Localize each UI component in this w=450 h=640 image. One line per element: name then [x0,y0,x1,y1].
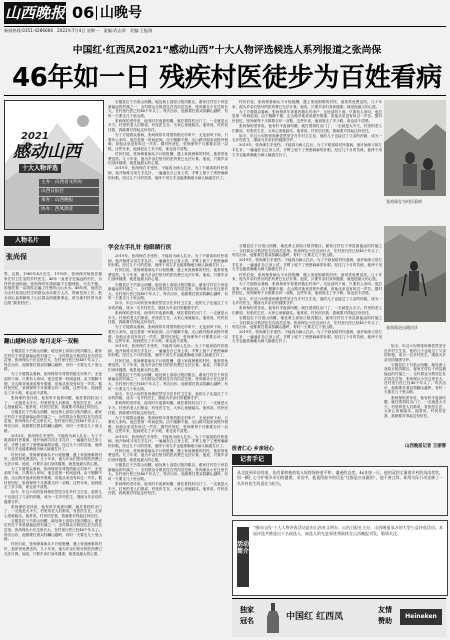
organizer-line: 协办：西凤酒业 [39,206,99,214]
paragraph: 张尚保的老伴说，他有时半夜被叫醒，就拄着拐杖出门了，一走就是大半天。村里的老人们都说，有张医生在，大家心里就踏实。他常说，村民信任我，我就要对得起这份信任。 [232,306,382,315]
paragraph: 张尚保的老伴说，他有时半夜被叫醒，就拄着拐杖出门了，一走就是大半天。村里的老人们都说，有张医生在，大家心里就踏实。他常说，村民信任我，我就要对得起这份信任。 [4,504,102,518]
photo-mountain-walk [384,226,446,322]
organizer-line: 主办：山西省文明办 [39,179,99,187]
paragraph: 石楼县位于吕梁山西麓，地处黄土高原丘陵沟壑区。翟家庄村位于该县最偏远的村落之一，全村群众分散居住在沟沟岔岔里。张尚保从小在这里长大，在村里行医已经46个年头了。每次出诊，他都要拄着双拐翻山越岭，有时一天要走几十里山路。 [108,372,228,391]
paragraph: 石楼县位于吕梁山西麓，地处黄土高原丘陵沟壑区。翟家庄村位于该县最偏远的村落之一，全村群众分散居住在沟沟岔岔里。张尚保从小在这里长大，在村里行医已经46个年头了。每次出诊，他都要拄着双拐翻山越岭，有时一天要走几十里山路。 [108,463,228,481]
paragraph: 村民们说，张尚保看病从不计较报酬，遇上家庭困难的村民，他常常免费送药。几十年来，他为乡亲们垫付的医药费已无法计算。他说，只要乡亲们身体健康，就是他最大的心愿。 [108,448,228,463]
paragraph: 如今，年过六旬的张尚保依然坚守在乡村卫生室，他的儿子也接过了父亲的药箱，成为一名乡村医生，继续为乡亲们的健康守护。 [108,391,228,401]
paragraph: 为了方便群众看病，张尚保常年背着药箱走村串户，无论刮风下雨，只要有人来叫，他总是第一时间赶到。由于腿脚不便，走山路对他来说格外艰难，但他从来没有叫过一声苦。据村民回忆，张尚保每个月都要走坏一双鞋，这些年来，他到底走了多少路，谁也说不清楚。 [4,372,102,395]
brand-name: 中国红 红西凤 [286,612,344,622]
label-text: 冠名 [240,617,254,625]
paragraph: 为了方便群众看病，张尚保常年背着药箱走村串户，无论刮风下雨，只要有人来叫，他总是第一时间赶到。由于腿脚不便，走山路对他来说格外艰难，但他从来没有叫过一声苦。据村民回忆，张尚保每个月都要走坏一双鞋，这些年来，他到底走了多少路，谁也说不清楚。 [108,325,228,344]
sponsor-label-right [374,605,396,627]
paragraph: 石楼县位于吕梁山西麓，地处黄土高原丘陵沟壑区。翟家庄村位于该县最偏远的村落之一，全村群众分散居住在沟沟岔岔里。张尚保从小在这里长大，在村里行医已经46个年头了。每次出诊，他都要拄着双拐翻山越岭，有时一天要走几十里山路。 [4,349,102,372]
paragraph: 村民们说，张尚保看病从不计较报酬，遇上家庭困难的村民，他常常免费送药。几十年来，他为乡亲们垫付的医药费已无法计算。他说，只要乡亲们身体健康，就是他最大的心愿。 [232,100,382,109]
paragraph: 村民们说，张尚保看病从不计较报酬，遇上家庭困难的村民，他常常免费送药。几十年来，他为乡亲们垫付的医药费已无法计算。他说，只要乡亲们身体健康，就是他最大的心愿。 [4,542,102,556]
paragraph: 村民们说，张尚保看病从不计较报酬，遇上家庭困难的村民，他常常免费送药。几十年来，他为乡亲们垫付的医药费已无法计算。他说，只要乡亲们身体健康，就是他最大的心愿。 [108,358,228,372]
label-text: 独家 [240,606,254,614]
paragraph: 村民们说，张尚保看病从不计较报酬，遇上家庭困难的村民，他常常免费送药。几十年来，他为乡亲们垫付的医药费已无法计算。他说，只要乡亲们身体健康，就是他最大的心愿。 [108,268,228,282]
body-col2-lower [108,254,228,628]
paragraph: 2019年，张尚保右手受伤，不能再为病人扎针。为了不耽误给村民看病，他开始练习用左手扎针，一遍遍在自己身上试，手臂上留下了密密麻麻的针眼。经过几个月的苦练，他终于用左手也能准确地为病人输液打针了。 [108,254,228,268]
organizer-line: 承办：山西晚报 [39,197,99,205]
body-col4 [384,344,446,440]
badge-year: 2021 [21,131,49,142]
promo-tag: 活动简介 [237,527,249,587]
paragraph: 石楼县位于吕梁山西麓，地处黄土高原丘陵沟壑区。翟家庄村位于该县最偏远的村落之一，全村群众分散居住在沟沟岔岔里。张尚保从小在这里长大，在村里行医已经46个年头了。每次出诊，他都要拄着双拐翻山越岭，有时一天要走几十里山路。 [4,410,102,433]
body-col3 [232,100,382,240]
paragraph: 石楼县位于吕梁山西麓，地处黄土高原丘陵沟壑区。翟家庄村位于该县最偏远的村落之一，全村群众分散居住在沟沟岔岔里。张尚保从小在这里长大，在村里行医已经46个年头了。每次出诊，他都要拄着双拐翻山越岭，有时一天要走几十里山路。 [108,100,228,118]
badge-title: 感动山西 [13,142,81,162]
paragraph: 为了方便群众看病，张尚保常年背着药箱走村串户，无论刮风下雨，只要有人来叫，他总是第一时间赶到。由于腿脚不便，走山路对他来说格外艰难，但他从来没有叫过一声苦。据村民回忆，张尚保每个月都要走坏一双鞋，这些年来，他到底走了多少路，谁也说不清楚。 [232,109,382,123]
paragraph: 为了方便群众看病，张尚保常年背着药箱走村串户，无论刮风下雨，只要有人来叫，他总是第一时间赶到。由于腿脚不便，走山路对他来说格外艰难，但他从来没有叫过一声苦。据村民回忆，张尚保每个月都要走坏一双鞋，这些年来，他到底走了多少路，谁也说不清楚。 [108,415,228,434]
paragraph: 张尚保的老伴说，他有时半夜被叫醒，就拄着拐杖出门了，一走就是大半天。村里的老人们都说，有张医生在，大家心里就踏实。他常说，村民信任我，我就要对得起这份信任。 [108,401,228,415]
paragraph: 张尚保的老伴说，他有时半夜被叫醒，就拄着拐杖出门了，一走就是大半天。村里的老人们都说，有张医生在，大家心里就踏实。他常说，村民信任我，我就要对得起这份信任。 [108,311,228,325]
headline-rule [4,95,446,96]
section1-title: 翻山越岭出诊 每月走坏一双鞋 [4,339,79,345]
paragraph: 2019年，张尚保右手受伤，不能再为病人扎针。为了不耽误给村民看病，他开始练习用左手扎针，一遍遍在自己身上试，手臂上留下了密密麻麻的针眼。经过几个月的苦练，他终于用左手也能准确地为病人输液打针了。 [108,166,228,180]
photo-caption-2: 张尚保走山路出诊 [386,325,418,330]
paragraph: 张尚保的老伴说，他有时半夜被叫醒，就拄着拐杖出门了，一走就是大半天。村里的老人们都说，有张医生在，大家心里就踏实。他常说，村民信任我，我就要对得起这份信任。 [4,395,102,410]
promo-text: “感动山西”十大人物评选活动是由山西省文明办、山西日报社主办，山西晚报承办的大型公益评选活动。本届评选共推选出十名候选人，候选人的先进事迹将陆续在山西晚报刊发，敬请关注。 [253,525,443,536]
paragraph: 如今，年过六旬的张尚保依然坚守在乡村卫生室，他的儿子也接过了父亲的药箱，成为一名乡村医生，继续为乡亲们的健康守护。 [108,301,228,311]
paragraph: 石楼县位于吕梁山西麓，地处黄土高原丘陵沟壑区。翟家庄村位于该县最偏远的村落之一，全村群众分散居住在沟沟岔岔里。张尚保从小在这里长大，在村里行医已经46个年头了。每次出诊，他都要拄着双拐翻山越岭，有时一天要走几十里山路。 [232,244,382,258]
paragraph: 2019年，张尚保右手受伤，不能再为病人扎针。为了不耽误给村民看病，他开始练习用左手扎针，一遍遍在自己身上试，手臂上留下了密密麻麻的针眼。经过几个月的苦练，他终于用左手也能准确地为病人输液打针了。 [232,258,382,272]
label-text: 赞助 [378,617,392,625]
paragraph: 2019年，张尚保右手受伤，不能再为病人扎针。为了不耽误给村民看病，他开始练习用左手扎针，一遍遍在自己身上试，手臂上留下了密密麻麻的针眼。经过几个月的苦练，他终于用左手也能准确地为病人输液打针了。 [108,434,228,448]
paragraph: 为了方便群众看病，张尚保常年背着药箱走村串户，无论刮风下雨，只要有人来叫，他总是第一时间赶到。由于腿脚不便，走山路对他来说格外艰难，但他从来没有叫过一声苦。据村民回忆，张尚保每个月都要走坏一双鞋，这些年来，他到底走了多少路，谁也说不清楚。 [108,133,228,151]
badge-organizers [39,179,99,214]
bottle-icon [264,603,282,633]
paragraph: 张尚保的老伴说，他有时半夜被叫醒，就拄着拐杖出门了，一走就是大半天。村里的老人们都说，有张医生在，大家心里就踏实。他常说，村民信任我，我就要对得起这份信任。 [232,123,382,133]
headline-main: 46年如一日 残疾村医徒步为百姓看病 [12,63,442,93]
section-name: 山晚号 [100,5,142,21]
designer: 美编:王振翔 [129,28,153,33]
page-number: 06 [72,3,95,22]
newspaper-logo: 山西晚报 [4,4,65,22]
profile-label: 人物名片 [4,236,50,246]
paragraph: 村民们说，张尚保看病从不计较报酬，遇上家庭困难的村民，他常常免费送药。几十年来，他为乡亲们垫付的医药费已无法计算。他说，只要乡亲们身体健康，就是他最大的心愿。 [108,152,228,166]
sponsor-label-left [236,605,258,627]
body-col1 [4,349,102,627]
badge-subtitle: 十大人物评选 [19,164,61,173]
person-name: 张尚保 [6,252,27,261]
hotline: 新闻热线:0351-4286666 [4,28,53,33]
byline: 山西晚报记者 王丽蓉 [404,444,446,449]
paragraph: 张尚保的老伴说，他有时半夜被叫醒，就拄着拐杖出门了，一走就是大半天。村里的老人们都说，有张医生在，大家心里就踏实。他常说，村民信任我，我就要对得起这份信任。 [384,395,446,418]
paragraph: 如今，年过六旬的张尚保依然坚守在乡村卫生室，他的儿子也接过了父亲的药箱，成为一名乡村医生，继续为乡亲们的健康守护。 [232,133,382,143]
body-col3-lower [232,244,382,442]
heineken-logo: Heineken [400,609,442,625]
label-text: 友情 [378,606,392,614]
person-bio: 男，汉族，1960年4月出生，1976年，张尚保开始担任翟家庄村卫生室的乡村医生，46年一直坚守在偏远的村庄，为村民诊治疾病。张尚保幼年患病落下左腿残疾，行走不便，但他凭着一双拐杖走遍了村里的山山水水。46年间，他先后为全村及周边村庄的群众出诊数万人次，带病坚持工作，把全部心血奉献给了山区群众的健康事业，被当地村民誉为身边的“最美村医”。 [4,272,102,305]
page-header [0,0,450,36]
reporter-notes-box [232,466,448,516]
paragraph: 张尚保的老伴说，他有时半夜被叫醒，就拄着拐杖出门了，一走就是大半天。村里的老人们都说，有张医生在，大家心里就踏实。他常说，村民信任我，我就要对得起这份信任。 [108,482,228,496]
photo-caption-1: 张尚保在为村民看病 [386,199,422,204]
paragraph: 张尚保的老伴说，他有时半夜被叫醒，就拄着拐杖出门了，一走就是大半天。村里的老人们都说，有张医生在，大家心里就踏实。他常说，村民信任我，我就要对得起这份信任。 [108,118,228,133]
body-col2 [108,100,228,240]
paragraph: 村民们说，张尚保看病从不计较报酬，遇上家庭困难的村民，他常常免费送药。几十年来，他为乡亲们垫付的医药费已无法计算。他说，只要乡亲们身体健康，就是他最大的心愿。 [232,272,382,282]
headline-kicker: 中国红·红西凤2021“感动山西”十大人物评选候选人系列报道之张尚保 [72,45,382,56]
paragraph: 2019年，张尚保右手受伤，不能再为病人扎针。为了不耽误给村民看病，他开始练习用左手扎针，一遍遍在自己身上试，手臂上留下了密密麻麻的针眼。经过几个月的苦练，他终于用左手也能准确地为病人输液打针了。 [108,344,228,358]
paragraph: 石楼县位于吕梁山西麓，地处黄土高原丘陵沟壑区。翟家庄村位于该县最偏远的村落之一，全村群众分散居住在沟沟岔岔里。张尚保从小在这里长大，在村里行医已经46个年头了。每次出诊，他都要拄着双拐翻山越岭，有时一天要走几十里山路。 [232,315,382,330]
reporter-notes-text: 从交流到采访结束，张尚保和他的家人始终保持着平和、谦逊的态度。46年如一日，他用双拐丈量着乡村的沟沟坎坎，用一颗仁心守护着乡亲们的健康。采访中，他说得最多的话是“这都是应该做的”。他不善言辞，却用实际行动诠释了一名乡村医生的责任与担当。 [237,470,443,486]
paragraph: 为了方便群众看病，张尚保常年背着药箱走村串户，无论刮风下雨，只要有人来叫，他总是第一时间赶到。由于腿脚不便，走山路对他来说格外艰难，但他从来没有叫过一声苦。据村民回忆，张尚保每个月都要走坏一双鞋，这些年来，他到底走了多少路，谁也说不清楚。 [4,466,102,490]
header-info [4,28,446,34]
paragraph: 2019年，张尚保右手受伤，不能再为病人扎针。为了不耽误给村民看病，他开始练习用左手扎针，一遍遍在自己身上试，手臂上留下了密密麻麻的针眼。经过几个月的苦练，他终于用左手也能准确地为病人输液打针了。 [232,330,382,344]
paragraph: 如今，年过六旬的张尚保依然坚守在乡村卫生室，他的儿子也接过了父亲的药箱，成为一名乡村医生，继续为乡亲们的健康守护。 [384,344,446,362]
paragraph: 2019年，张尚保右手受伤，不能再为病人扎针。为了不耽误给村民看病，他开始练习用左手扎针，一遍遍在自己身上试，手臂上留下了密密麻麻的针眼。经过几个月的苦练，他终于用左手也能准确地为病人输液打针了。 [232,143,382,157]
organizer-line: 山西日报社 [39,188,99,196]
paragraph: 2019年，张尚保右手受伤，不能再为病人扎针。为了不耽误给村民看病，他开始练习用左手扎针，一遍遍在自己身上试，手臂上留下了密密麻麻的针眼。经过几个月的苦练，他终于用左手也能准确地为病人输液打针了。 [4,433,102,452]
section2-title: 学会左手扎针 他眼睛行医 [108,245,172,251]
editor: 责编:武志荣 [103,28,126,33]
left-rule [4,334,102,335]
reporter-notes-tag: 记者手记 [232,454,272,465]
paragraph: 为了方便群众看病，张尚保常年背着药箱走村串户，无论刮风下雨，只要有人来叫，他总是第一时间赶到。由于腿脚不便，走山路对他来说格外艰难，但他从来没有叫过一声苦。据村民回忆，张尚保每个月都要走坏一双鞋，这些年来，他到底走了多少路，谁也说不清楚。 [232,282,382,296]
photo-village-doctor [384,100,446,196]
section-divider [96,6,97,20]
promo-box [232,520,448,596]
section3-title: 医者仁心 乡亲冠心 [232,446,274,452]
paragraph: 石楼县位于吕梁山西麓，地处黄土高原丘陵沟壑区。翟家庄村位于该县最偏远的村落之一，全村群众分散居住在沟沟岔岔里。张尚保从小在这里长大，在村里行医已经46个年头了。每次出诊，他都要拄着双拐翻山越岭，有时一天要走几十里山路。 [108,282,228,301]
paragraph: 石楼县位于吕梁山西麓，地处黄土高原丘陵沟壑区。翟家庄村位于该县最偏远的村落之一，全村群众分散居住在沟沟岔岔里。张尚保从小在这里长大，在村里行医已经46个年头了。每次出诊，他都要拄着双拐翻山越岭，有时一天要走几十里山路。 [384,362,446,395]
paragraph: 如今，年过六旬的张尚保依然坚守在乡村卫生室，他的儿子也接过了父亲的药箱，成为一名乡村医生，继续为乡亲们的健康守护。 [232,296,382,306]
paragraph: 石楼县位于吕梁山西麓，地处黄土高原丘陵沟壑区。翟家庄村位于该县最偏远的村落之一，全村群众分散居住在沟沟岔岔里。张尚保从小在这里长大，在村里行医已经46个年头了。每次出诊，他都要拄着双拐翻山越岭，有时一天要走几十里山路。 [4,518,102,542]
issue-date: 2022年7月4日 星期一 [56,28,100,33]
sponsor-banner [232,598,446,637]
paragraph: 如今，年过六旬的张尚保依然坚守在乡村卫生室，他的儿子也接过了父亲的药箱，成为一名乡村医生，继续为乡亲们的健康守护。 [4,490,102,504]
paragraph: 村民们说，张尚保看病从不计较报酬，遇上家庭困难的村民，他常常免费送药。几十年来，他为乡亲们垫付的医药费已无法计算。他说，只要乡亲们身体健康，就是他最大的心愿。 [4,452,102,466]
campaign-badge [4,100,104,230]
